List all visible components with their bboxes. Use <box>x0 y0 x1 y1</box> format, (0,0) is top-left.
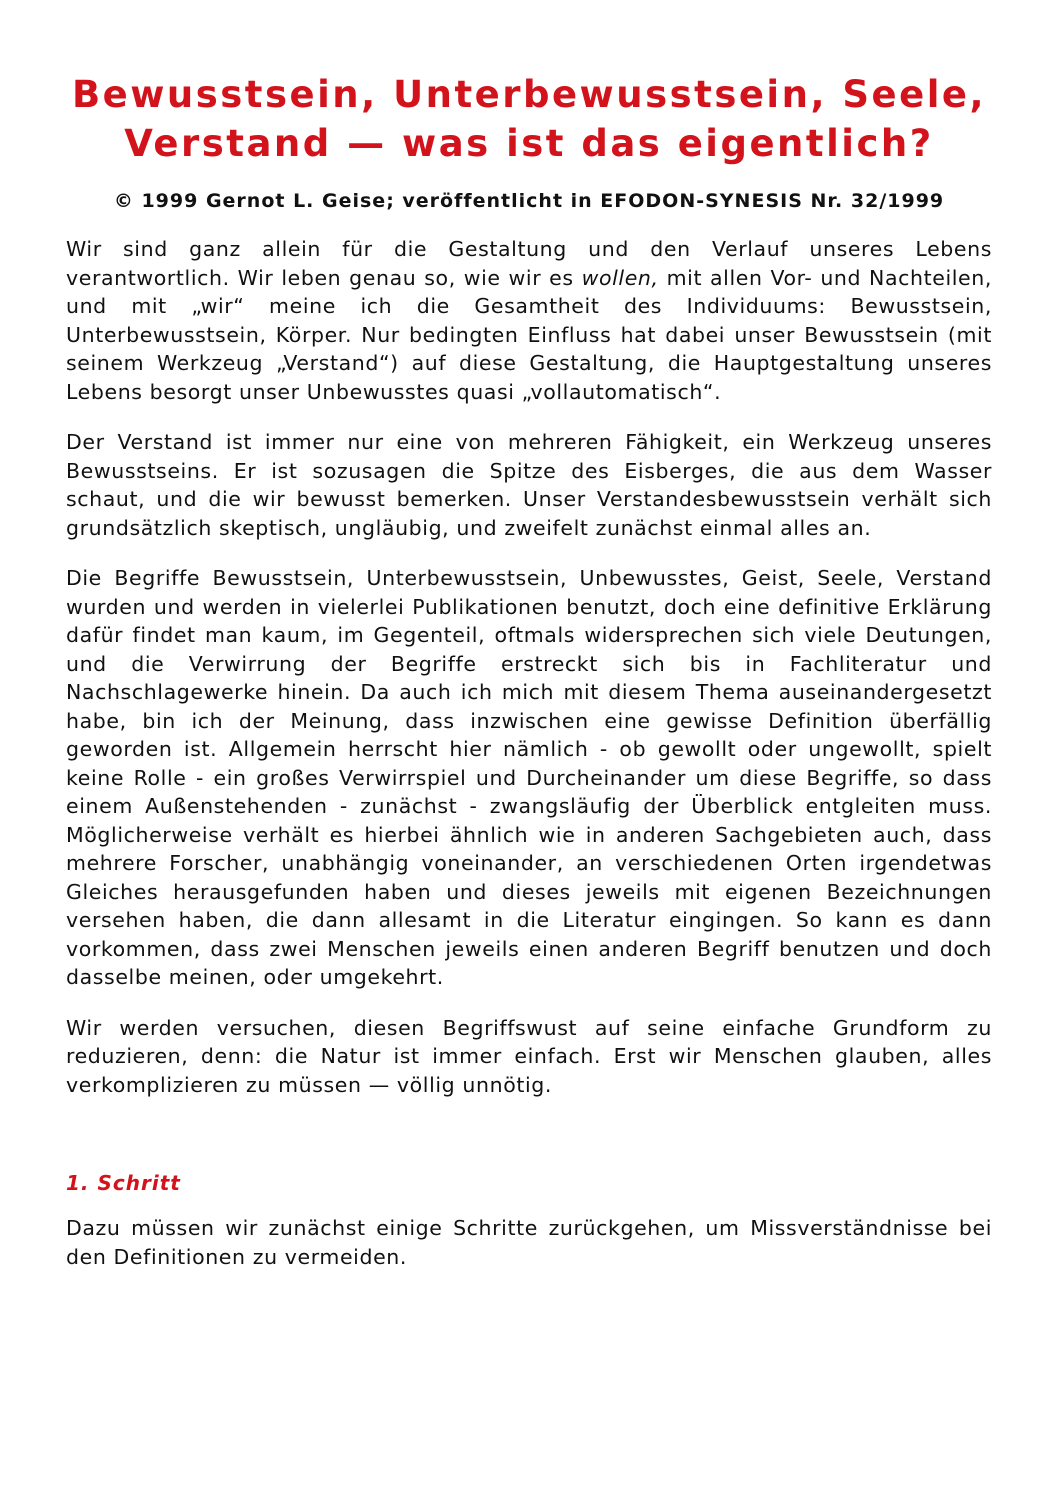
document-title: Bewusstsein, Unterbewusstsein, Seele, Verstand — was ist das eigentlich? <box>71 73 987 165</box>
paragraph-intro-text-end: mit allen Vor- und Nachteilen, und mit „wir“ meine ich die Gesamtheit des Individuums: Bewusstsein, Unterbewusstsein, Körper. Nur bedingten Einfluss hat dabei unser Bewusstsein (mit seinem Werkzeug „Verstand“) auf diese Gestaltung, die Hauptgestaltung unseres Lebens besorgt unser Unbewusstes quasi „vollautomatisch“. <box>66 265 992 404</box>
document-page <box>66 70 992 1271</box>
paragraph-intro-text-start: Wir sind ganz allein für die Gestaltung und den Verlauf unseres Lebens verantwortlich. Wir leben genau so, wie wir es <box>66 237 992 290</box>
paragraph-schritte: Dazu müssen wir zunächst einige Schritte zurückgehen, um Missverständnisse bei den Definitionen zu vermeiden. <box>66 1216 992 1269</box>
paragraph-reduzieren: Wir werden versuchen, diesen Begriffswust auf seine einfache Grundform zu reduzieren, denn: die Natur ist immer einfach. Erst wir Menschen glauben, alles verkomplizieren zu müssen — völlig unnötig. <box>66 1015 992 1097</box>
paragraph-begriffe: Die Begriffe Bewusstsein, Unterbewusstsein, Unbewusstes, Geist, Seele, Verstand wurden und werden in vielerlei Publikationen benutzt, doch eine definitive Erklärung dafür findet man kaum, im Gegenteil, oftmals widersprechen sich viele Deutungen, und die Verwirrung der Begriffe erstreckt sich bis in Fachliteratur und Nachschlagewerke hinein. Da auch ich mich mit diesem Thema auseinandergesetzt habe, bin ich der Meinung, dass inzwischen eine gewisse Definition überfällig geworden ist. Allgemein herrscht hier nämlich - ob gewollt oder ungewollt, spielt keine Rolle - ein großes Verwirrspiel und Durcheinander um diese Begriffe, so dass einem Außenstehenden - zunächst - zwangsläufig der Überblick entgleiten muss. Möglicherweise verhält es hierbei ähnlich wie in anderen Sachgebieten auch, dass mehrere Forscher, unabhängig voneinander, an verschiedenen Orten irgendetwas Gleiches herausgefunden haben und dieses jeweils mit eigenen Bezeichnungen versehen haben, die dann allesamt in die Literatur eingingen. So kann es dann vorkommen, dass zwei Menschen jeweils einen anderen Begriff benutzen und doch dasselbe meinen, oder umgekehrt. <box>66 566 992 989</box>
paragraph-intro <box>66 235 992 406</box>
paragraph-intro-emphasis: wollen, <box>581 265 659 290</box>
copyright-byline: © 1999 Gernot L. Geise; veröffentlicht in EFODON-SYNESIS Nr. 32/1999 <box>113 190 945 212</box>
section-heading-step-1: 1. Schritt <box>66 1171 181 1195</box>
paragraph-verstand: Der Verstand ist immer nur eine von mehreren Fähigkeit, ein Werkzeug unseres Bewusstseins. Er ist sozusagen die Spitze des Eisberges, die aus dem Wasser schaut, und die wir bewusst bemerken. Unser Verstandesbewusstsein verhält sich grundsätzlich skeptisch, ungläubig, und zweifelt zunächst einmal alles an. <box>66 430 992 540</box>
